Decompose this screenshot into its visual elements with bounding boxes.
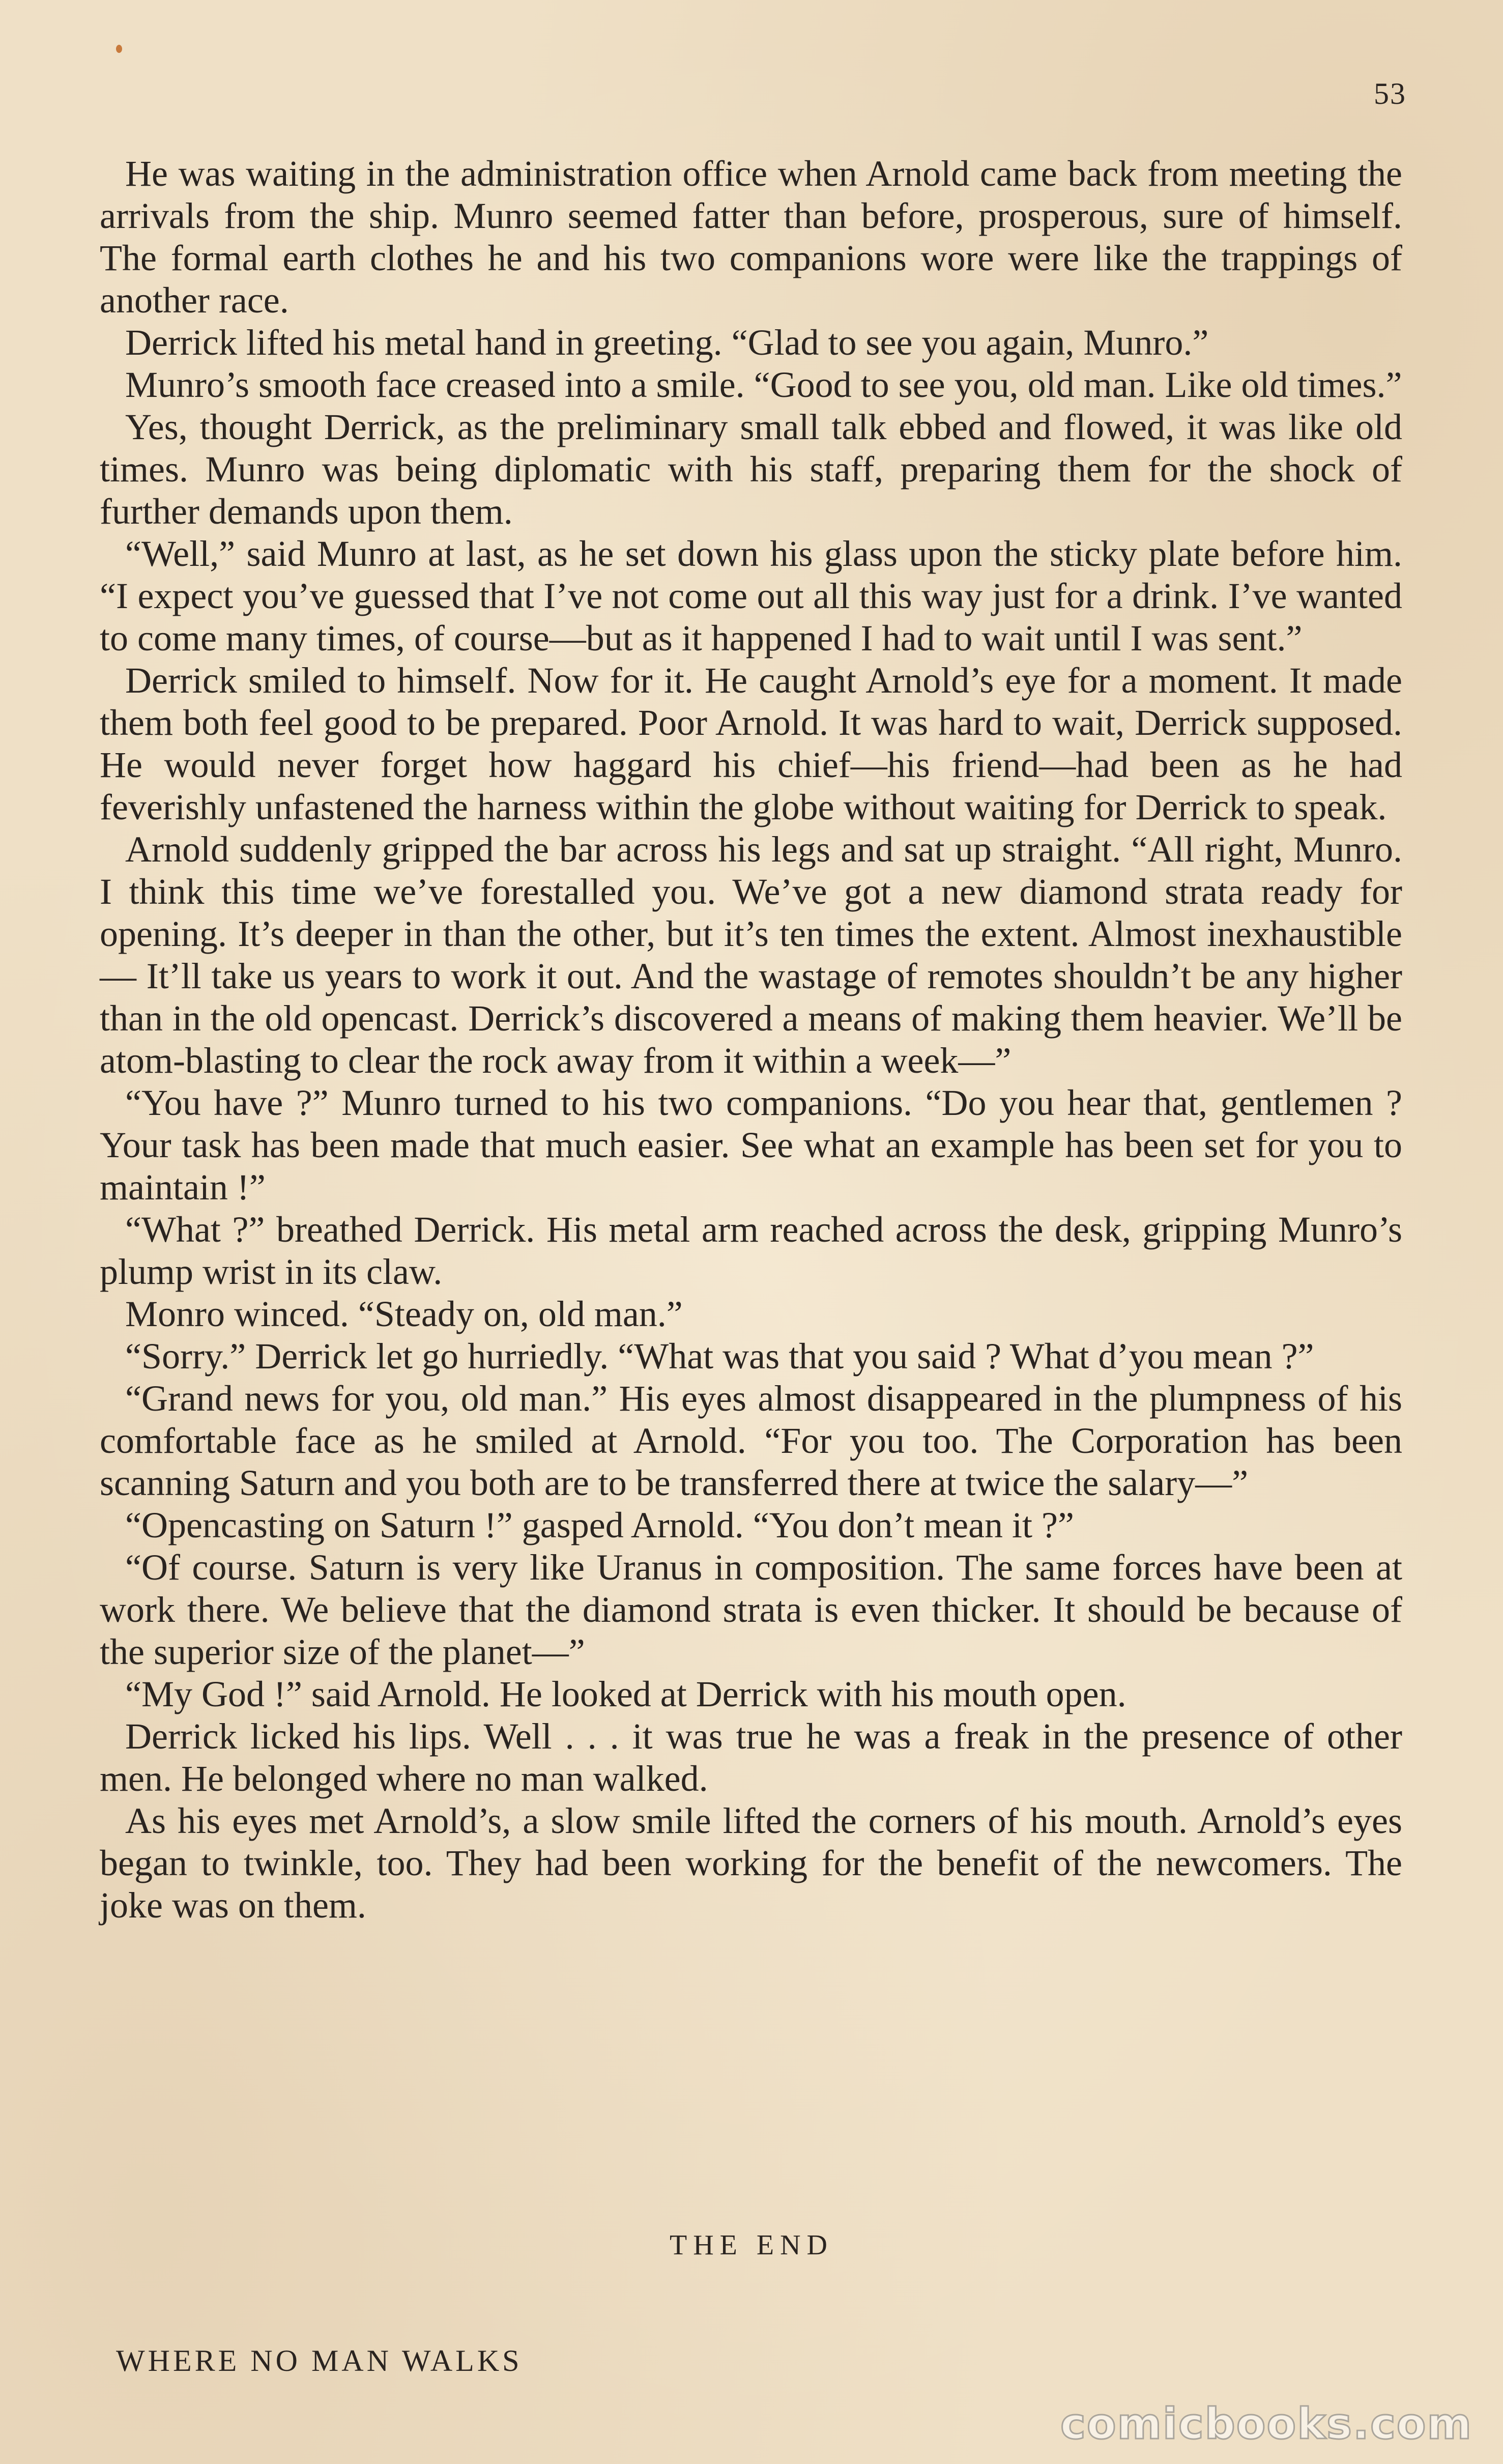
running-footer: WHERE NO MAN WALKS (116, 2344, 523, 2377)
paragraph: Derrick smiled to himself. Now for it. He caught Arnold’s eye for a moment. It made them both feel good to be prepared. Poor Arnold. It was hard to wait, Derrick supposed. He would never forget how haggard his chief—his friend—had been as he had feverishly unfastened the harness within the globe without waiting for Derrick to speak. (100, 660, 1402, 827)
paragraph: “You have ?” Munro turned to his two companions. “Do you hear that, gentlemen ? Your task has been made that much easier. See what an example has been set for you to maintain !” (100, 1082, 1402, 1208)
paragraph: “Well,” said Munro at last, as he set down his glass upon the sticky plate before him. “I expect you’ve guessed that I’ve not come out all this way just for a drink. I’ve wanted to come many times, of course—but as it happened I had to wait until I was sent.” (100, 533, 1402, 658)
paragraph: Derrick lifted his metal hand in greeting. “Glad to see you again, Munro.” (125, 322, 1209, 363)
paragraph: “Opencasting on Saturn !” gasped Arnold. “You don’t mean it ?” (125, 1505, 1074, 1545)
paragraph: “Sorry.” Derrick let go hurriedly. “What was that you said ? What d’you mean ?” (125, 1336, 1314, 1377)
paragraph: Derrick licked his lips. Well . . . it was true he was a freak in the presence of other men. He belonged where no man walked. (100, 1716, 1402, 1799)
page-number: 53 (1374, 77, 1406, 110)
paragraph: “Of course. Saturn is very like Uranus in composition. The same forces have been at work there. We believe that the diamond strata is even thicker. It should be because of the superior size of the planet—” (100, 1547, 1402, 1672)
paragraph: Arnold suddenly gripped the bar across his legs and sat up straight. “All right, Munro. I think this time we’ve forestalled you. We’ve got a new diamond strata ready for opening. It’s deeper in than the other, but it’s ten times the extent. Almost inexhaustible— It’ll take us years to work it out. And the wastage of remotes shouldn’t be any higher than in the old opencast. Derrick’s discovered a means of making them heavier. We’ll be atom-blasting to clear the rock away from it within a week—” (100, 829, 1402, 1081)
paragraph: As his eyes met Arnold’s, a slow smile lifted the corners of his mouth. Arnold’s eyes began to twinkle, too. They had been working for the benefit of the newcomers. The joke was on them. (100, 1800, 1402, 1926)
ink-speck (116, 45, 122, 53)
paragraph: Monro winced. “Steady on, old man.” (125, 1294, 683, 1334)
watermark: comicbooks.com (1060, 2399, 1472, 2449)
story-text (100, 153, 1402, 1927)
paragraph: He was waiting in the administration office when Arnold came back from meeting the arrivals from the ship. Munro seemed fatter than before, prosperous, sure of himself. The formal earth clothes he and his two companions wore were like the trappings of another race. (100, 153, 1402, 321)
paragraph: Yes, thought Derrick, as the preliminary small talk ebbed and flowed, it was like old times. Munro was being diplomatic with his staff, preparing them for the shock of further demands upon them. (100, 407, 1402, 532)
paragraph: “My God !” said Arnold. He looked at Derrick with his mouth open. (125, 1674, 1126, 1714)
paragraph: “What ?” breathed Derrick. His metal arm reached across the desk, gripping Munro’s plump wrist in its claw. (100, 1209, 1402, 1292)
paragraph: “Grand news for you, old man.” His eyes almost disappeared in the plumpness of his comfortable face as he smiled at Arnold. “For you too. The Corporation has been scanning Saturn and you both are to be transferred there at twice the salary—” (100, 1378, 1402, 1503)
paragraph: Munro’s smooth face creased into a smile. “Good to see you, old man. Like old times.” (125, 364, 1402, 405)
end-marker: THE END (670, 2229, 833, 2261)
